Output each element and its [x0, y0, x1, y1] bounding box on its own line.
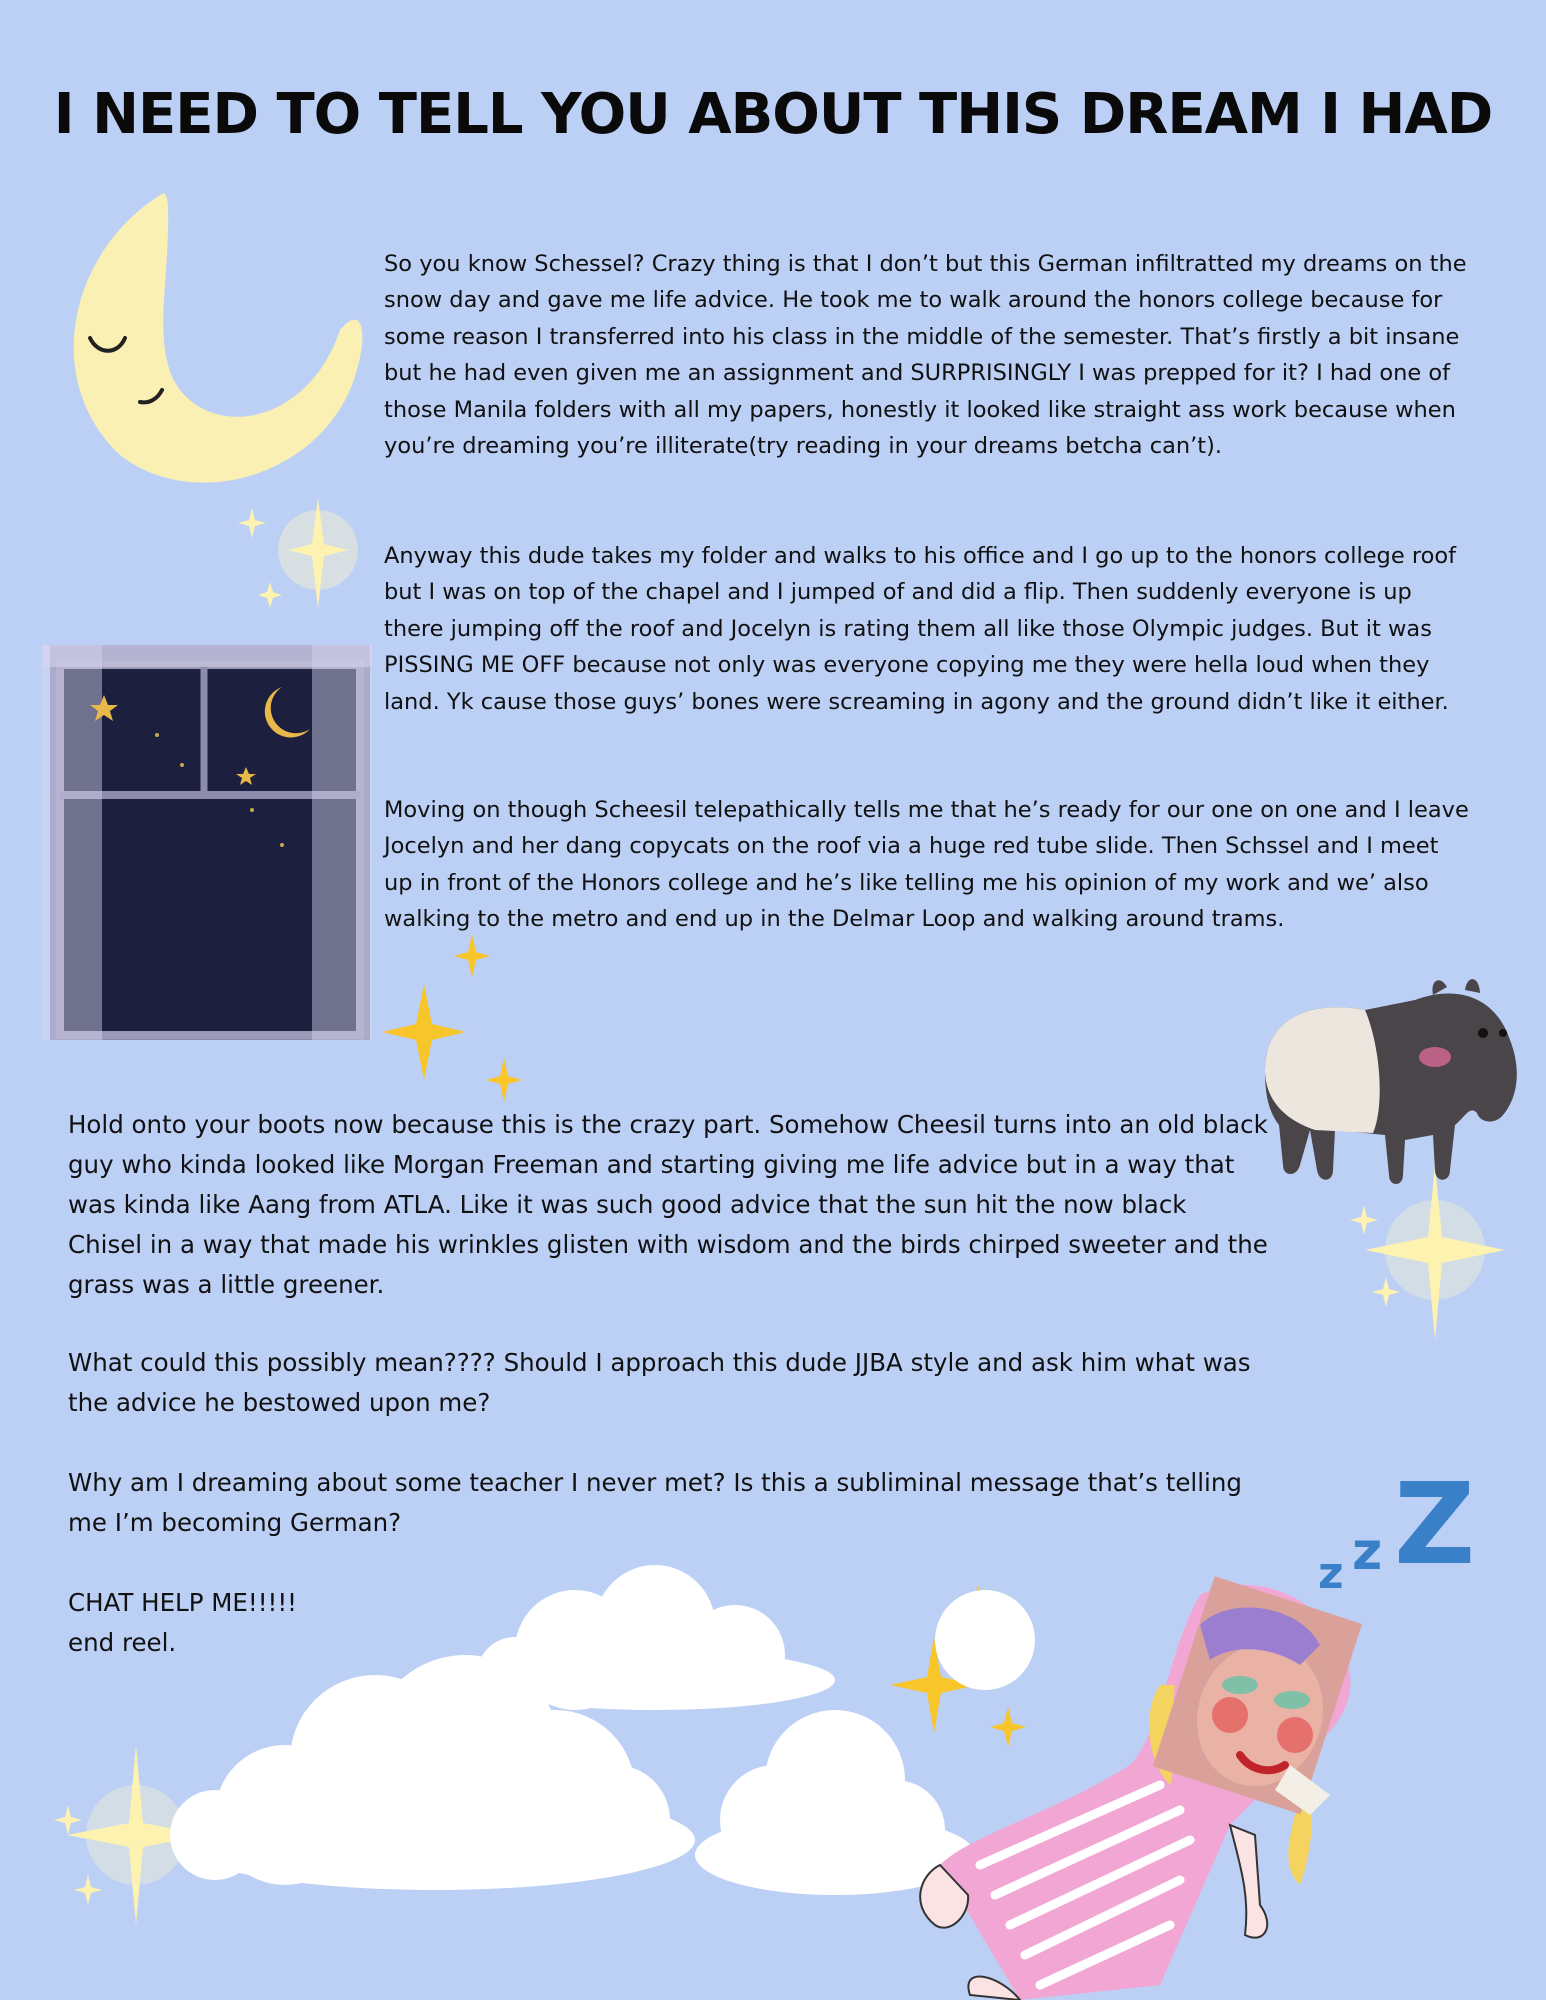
paragraph-2: Anyway this dude takes my folder and walks to his office and I go up to the honors college roof but I was on top of the chapel and I jumped of and did a flip. Then suddenly everyone is up there jumping off the roof and Jocelyn is rating them all like those Olympic judges. But it was PISSING ME OFF because not only was everyone copying me they were hella loud when they land. Yk cause those guys’ bones were screaming in agony and the ground didn’t like it either. [384, 543, 1457, 715]
paragraph-4: Hold onto your boots now because this is the crazy part. Somehow Cheesil turns into an old black guy who kinda looked like Morgan Freeman and starting giving me life advice but in a way that was kinda like Aang from ATLA. Like it was such good advice that the sun hit the now black Chisel in a way that made his wrinkles glisten with wisdom and the birds chirped sweeter and the grass was a little greener. [68, 1110, 1268, 1299]
paragraph-3: Moving on though Scheesil telepathically tells me that he’s ready for our one on one and I leave Jocelyn and her dang copycats on the roof via a huge red tube slide. Then Schssel and I meet up in front of the Honors college and he’s like telling me his opinion of my work and we’ also walking to the metro and end up in the Delmar Loop and walking around trams. [384, 797, 1469, 933]
zzz-small: z [1318, 1548, 1344, 1599]
paragraph-5: What could this possibly mean???? Should I approach this dude JJBA style and ask him what was the advice he bestowed upon me? [68, 1348, 1251, 1417]
sparkle-star-icon [380, 930, 530, 1110]
zzz-medium: z [1352, 1522, 1383, 1582]
tapir-icon [1255, 955, 1530, 1190]
paragraph-6: Why am I dreaming about some teacher I never met? Is this a subliminal message that’s telling me I’m becoming German? [68, 1468, 1242, 1537]
zzz-large: Z [1394, 1460, 1476, 1590]
paragraph-1: So you know Schessel? Crazy thing is that I don’t but this German infiltratted my dreams on the snow day and gave me life advice. He took me to walk around the honors college because for some reason I transferred into his class in the middle of the semester. That’s firstly a bit insane but he had even given me an assignment and SURPRISINGLY I was prepped for it? I had one of those Manila folders with all my papers, honestly it looked like straight ass work because when you’re dreaming you’re illiterate(try reading in your dreams betcha can’t). [384, 251, 1467, 460]
sparkle-star-icon [1340, 1165, 1510, 1345]
page-title: I NEED TO TELL YOU ABOUT THIS DREAM I HAD [53, 82, 1493, 147]
sparkle-star-icon [230, 490, 350, 620]
sleeping-moon-icon [50, 190, 360, 500]
paragraph-8: end reel. [68, 1628, 177, 1657]
paragraph-7: CHAT HELP ME!!!!! [68, 1588, 297, 1617]
night-window-icon [42, 645, 372, 1040]
